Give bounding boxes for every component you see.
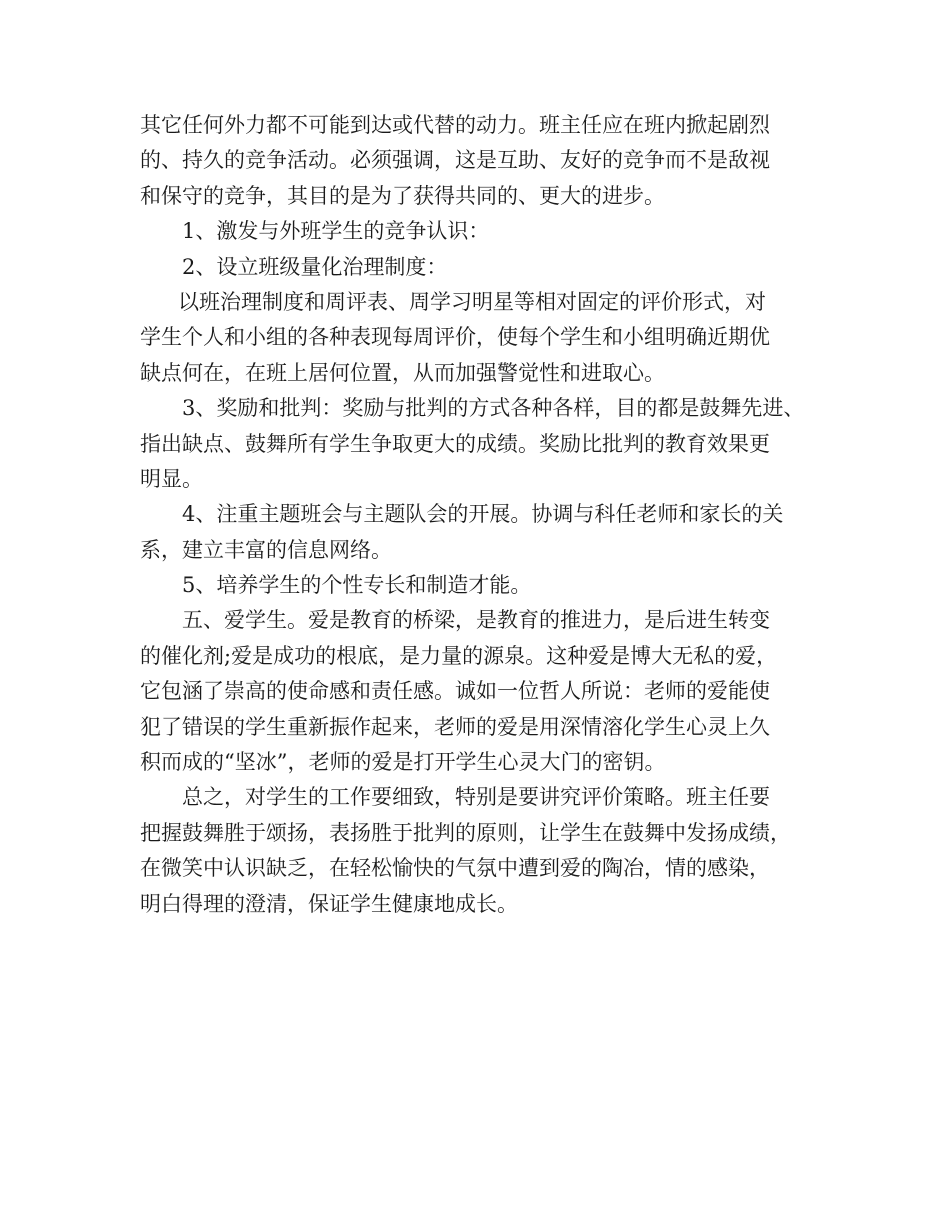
text-line: 的、持久的竞争活动。必须强调，这是互助、友好的竞争而不是敌视 bbox=[140, 148, 770, 173]
text-line: 的催化剂;爱是成功的根底，是力量的源泉。这种爱是博大无私的爱， bbox=[140, 643, 778, 668]
list-item-5: 5、培养学生的个性专长和制造才能。 bbox=[182, 573, 532, 598]
text-line: 它包涵了崇高的使命感和责任感。诚如一位哲人所说：老师的爱能使 bbox=[140, 679, 770, 704]
section-five-start: 五、爱学生。爱是教育的桥梁，是教育的推进力，是后进生转变 bbox=[182, 608, 770, 633]
conclusion-start: 总之，对学生的工作要细致，特别是要讲究评价策略。班主任要 bbox=[182, 785, 770, 810]
text-line: 积而成的“坚冰”，老师的爱是打开学生心灵大门的密钥。 bbox=[140, 750, 666, 775]
list-item-2: 2、设立班级量化治理制度： bbox=[182, 254, 448, 279]
text-line: 系，建立丰富的信息网络。 bbox=[140, 537, 392, 562]
list-item-4: 4、注重主题班会与主题队会的开展。协调与科任老师和家长的关 bbox=[182, 502, 784, 527]
text-line: 缺点何在，在班上居何位置，从而加强警觉性和进取心。 bbox=[140, 360, 665, 385]
text-line: 把握鼓舞胜于颂扬，表扬胜于批判的原则，让学生在鼓舞中发扬成绩， bbox=[140, 820, 791, 845]
list-item-3: 3、奖励和批判：奖励与批判的方式各种各样，目的都是鼓舞先进、 bbox=[182, 396, 805, 421]
text-line: 犯了错误的学生重新振作起来，老师的爱是用深情溶化学生心灵上久 bbox=[140, 714, 770, 739]
paragraph-start: 以班治理制度和周评表、周学习明星等相对固定的评价形式，对 bbox=[178, 289, 766, 314]
text-line: 明显。 bbox=[140, 466, 203, 491]
text-line: 指出缺点、鼓舞所有学生争取更大的成绩。奖励比批判的教育效果更 bbox=[140, 431, 770, 456]
text-line: 其它任何外力都不可能到达或代替的动力。班主任应在班内掀起剧烈 bbox=[140, 113, 770, 137]
document-body bbox=[140, 108, 830, 922]
list-item-1: 1、激发与外班学生的竞争认识： bbox=[182, 219, 490, 244]
text-line: 和保守的竞争，其目的是为了获得共同的、更大的进步。 bbox=[140, 183, 665, 208]
text-line: 明白得理的澄清，保证学生健康地成长。 bbox=[140, 891, 518, 916]
text-line: 在微笑中认识缺乏，在轻松愉快的气氛中遭到爱的陶冶，情的感染， bbox=[140, 856, 770, 881]
text-line: 学生个人和小组的各种表现每周评价，使每个学生和小组明确近期优 bbox=[140, 325, 770, 350]
